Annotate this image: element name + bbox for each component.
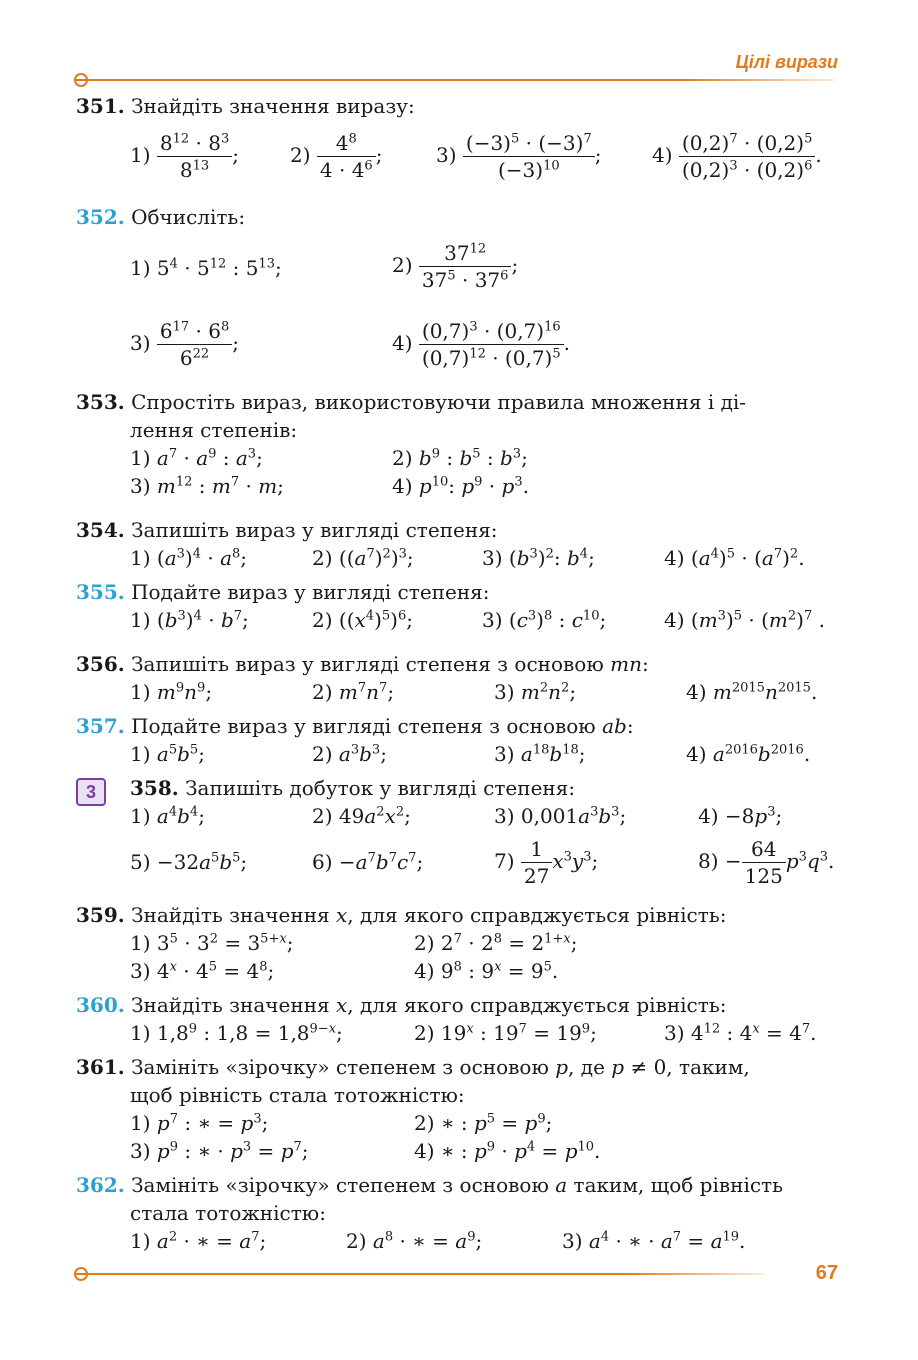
expr-358-4: $4) -8p^3$; [698,804,783,828]
problem-number: 362. [76,1173,125,1197]
problem-362: 362. Замініть «зірочку» степенем з основою a таким, щоб рівність [76,1173,783,1197]
expr-359-2: 2) $2^7 \cdot 2^8 = 2^{1+x}$; [414,931,578,955]
chapter-title: Цілі вирази [735,52,838,72]
expr-360-3: 3) $4^{12}$ : $4^x = 4^7$. [664,1021,817,1045]
expr-356-4: 4) $m^{2015}n^{2015}$. [686,680,818,704]
expr-352-4: 4) $\frac{(0,7)^3 \cdot (0,7)^{16}}{(0,7)^{12} \cdot (0,7)^5}$ . [392,319,570,370]
expr-361-2: 2) ∗ : $p^5 = p^9$; [414,1111,553,1135]
expr-357-2: 2) $a^3b^3$; [312,742,387,766]
expr-352-3: 3) $\frac{6^{17} \cdot 6^8}{6^{22}}$ ; [130,319,239,370]
expr-361-3: 3) $p^9$ : ∗ · $p^3 = p^7$; [130,1139,309,1163]
expr-359-4: 4) $9^8$ : $9^x = 9^5$. [414,959,559,983]
problem-number: 357. [76,714,125,738]
expr-359-1: 1) $3^5 \cdot 3^2 = 3^{5+x}$; [130,931,294,955]
expr-353-2: 2) $b^9$ : $b^5$ : $b^3$; [392,446,528,470]
problem-number: 361. [76,1055,125,1079]
problem-text: Подайте вираз у вигляді степеня з основою [131,714,596,738]
problem-text: Запишіть вираз у вигляді степеня: [131,518,498,542]
expr-353-1: 1) $a^7 \cdot a^9$ : $a^3$; [130,446,263,470]
expr-356-2: 2) $m^7n^7$; [312,680,395,704]
problem-number: 360. [76,993,125,1017]
problem-358 [130,776,575,800]
expr-351-4: 4) $\frac{(0,2)^7 \cdot (0,2)^5}{(0,2)^3 \cdot (0,2)^6}$ . [652,131,822,182]
expr-359-3: 3) $4^x \cdot 4^5 = 4^8$; [130,959,275,983]
expr-358-3: 3) $0,001a^3b^3$; [494,804,627,828]
expr-352-1: 1) $5^4 \cdot 5^{12}$ : $5^{13}$; [130,256,282,280]
page-number: 67 [815,1262,838,1284]
problem-text: Знайдіть значення виразу: [131,94,415,118]
problem-352 [76,205,245,229]
problem-text: Обчисліть: [131,205,246,229]
expr-351-1: 1) $\frac{8^{12} \cdot 8^3}{8^{13}}$ ; [130,131,239,182]
expr-354-2: 2) $((a^7)^2)^3$; [312,546,414,570]
expr-358-2: 2) $49a^2x^2$; [312,804,411,828]
problem-text-tail: , для якого справджується рівність: [347,993,727,1017]
problem-360: 360. Знайдіть значення x, для якого справджується рівність: [76,993,727,1017]
expr-358-1: 1) $a^4b^4$; [130,804,205,828]
problem-number: 355. [76,580,125,604]
problem-number: 358. [130,776,179,800]
expr-355-1: 1) $(b^3)^4 \cdot b^7$; [130,608,249,632]
expr-352-2: 2) $\frac{37^{12}}{37^5 \cdot 37^6}$ ; [392,241,519,292]
problem-359: 359. Знайдіть значення x, для якого справджується рівність: [76,903,727,927]
problem-text: таким, щоб рівність [573,1173,783,1197]
problem-text: Спростіть вираз, використовуючи правила множення і ді- [131,390,747,414]
header-rule [74,79,834,81]
problem-number: 359. [76,903,125,927]
problem-text: Запишіть добуток у вигляді степеня: [185,776,576,800]
expr-361-1: 1) $p^7$ : ∗ = $p^3$; [130,1111,269,1135]
expr-358-6: $6) -a^7b^7c^7$; [312,850,424,874]
problem-text: Замініть «зірочку» степенем з основою [131,1055,549,1079]
problem-356: 356. Запишіть вираз у вигляді степеня з основою mn: [76,652,649,676]
expr-356-1: 1) $m^9n^9$; [130,680,213,704]
problem-number: 353. [76,390,125,414]
problem-text: Замініть «зірочку» степенем з основою [131,1173,549,1197]
problem-357: 357. Подайте вираз у вигляді степеня з основою ab: [76,714,634,738]
problem-text: , таким, [666,1055,750,1079]
expr-351-3: 3) $\frac{(-3)^5 \cdot (-3)^7}{(-3)^{10}}$ ; [436,131,602,182]
expr-353-3: 3) $m^{12}$ : $m^7 \cdot m$; [130,474,284,498]
problem-number: 351. [76,94,125,118]
expr-361-4: 4) ∗ : $p^9 \cdot p^4 = p^{10}$. [414,1139,601,1163]
expr-358-5: $5) -32a^5b^5$; [130,850,248,874]
problem-353-line2: лення степенів: [130,418,298,442]
problem-number: 352. [76,205,125,229]
problem-361-line2: щоб рівність стала тотожністю: [130,1083,465,1107]
expr-360-2: 2) 19$^x$ : $19^7 = 19^9$; [414,1021,597,1045]
expr-354-1: 1) $(a^3)^4 \cdot a^8$; [130,546,248,570]
expr-358-7: 7) $\frac{1}{27}$ $x^3y^3$; [494,837,599,888]
problem-text: Подайте вираз у вигляді степеня: [131,580,490,604]
expr-354-3: 3) $(b^3)^2$: $b^4$; [482,546,595,570]
problem-362-line2: стала тотожністю: [130,1201,326,1225]
expr-354-4: 4) $(a^4)^5 \cdot (a^7)^2$. [664,546,805,570]
problem-text-tail: , для якого справджується рівність: [347,903,727,927]
problem-351 [76,94,415,118]
footer-rule [74,1273,764,1275]
expr-355-2: 2) $((x^4)^5)^6$; [312,608,413,632]
problem-text: Запишіть вираз у вигляді степеня з основою [131,652,604,676]
problem-355 [76,580,490,604]
problem-text: Знайдіть значення [131,903,330,927]
problem-353 [76,390,746,414]
problem-text: Знайдіть значення [131,993,330,1017]
problem-number: 356. [76,652,125,676]
expr-362-1: 1) $a^2$ · ∗ = $a^7$; [130,1229,267,1253]
expr-355-3: 3) $(c^3)^8$ : $c^{10}$; [482,608,607,632]
expr-356-3: 3) $m^2n^2$; [494,680,577,704]
expr-355-4: 4) $(m^3)^5 \cdot (m^2)^7$ . [664,608,825,632]
expr-360-1: 1) $1,8^9$ : $1,8 = 1,8^{9-x}$; [130,1021,343,1045]
expr-357-1: 1) $a^5b^5$; [130,742,205,766]
level-badge: 3 [76,778,106,806]
problem-number: 354. [76,518,125,542]
expr-357-3: 3) $a^{18}b^{18}$; [494,742,586,766]
expr-362-3: 3) $a^4$ · ∗ · $a^7 = a^{19}$. [562,1229,746,1253]
expr-353-4: 4) $p^{10}$: $p^9 \cdot p^3$. [392,474,529,498]
expr-357-4: 4) $a^{2016}b^{2016}$. [686,742,811,766]
problem-361: 361. Замініть «зірочку» степенем з основою p, де p ≠ 0, таким, [76,1055,750,1079]
expr-358-8: 8) − $\frac{64}{125}$ $p^3q^3$. [698,837,835,888]
problem-text: , де [568,1055,605,1079]
expr-362-2: 2) $a^8$ · ∗ = $a^9$; [346,1229,483,1253]
problem-354 [76,518,498,542]
expr-351-2: 2) $\frac{4^8}{4 \cdot 4^6}$ ; [290,131,383,182]
